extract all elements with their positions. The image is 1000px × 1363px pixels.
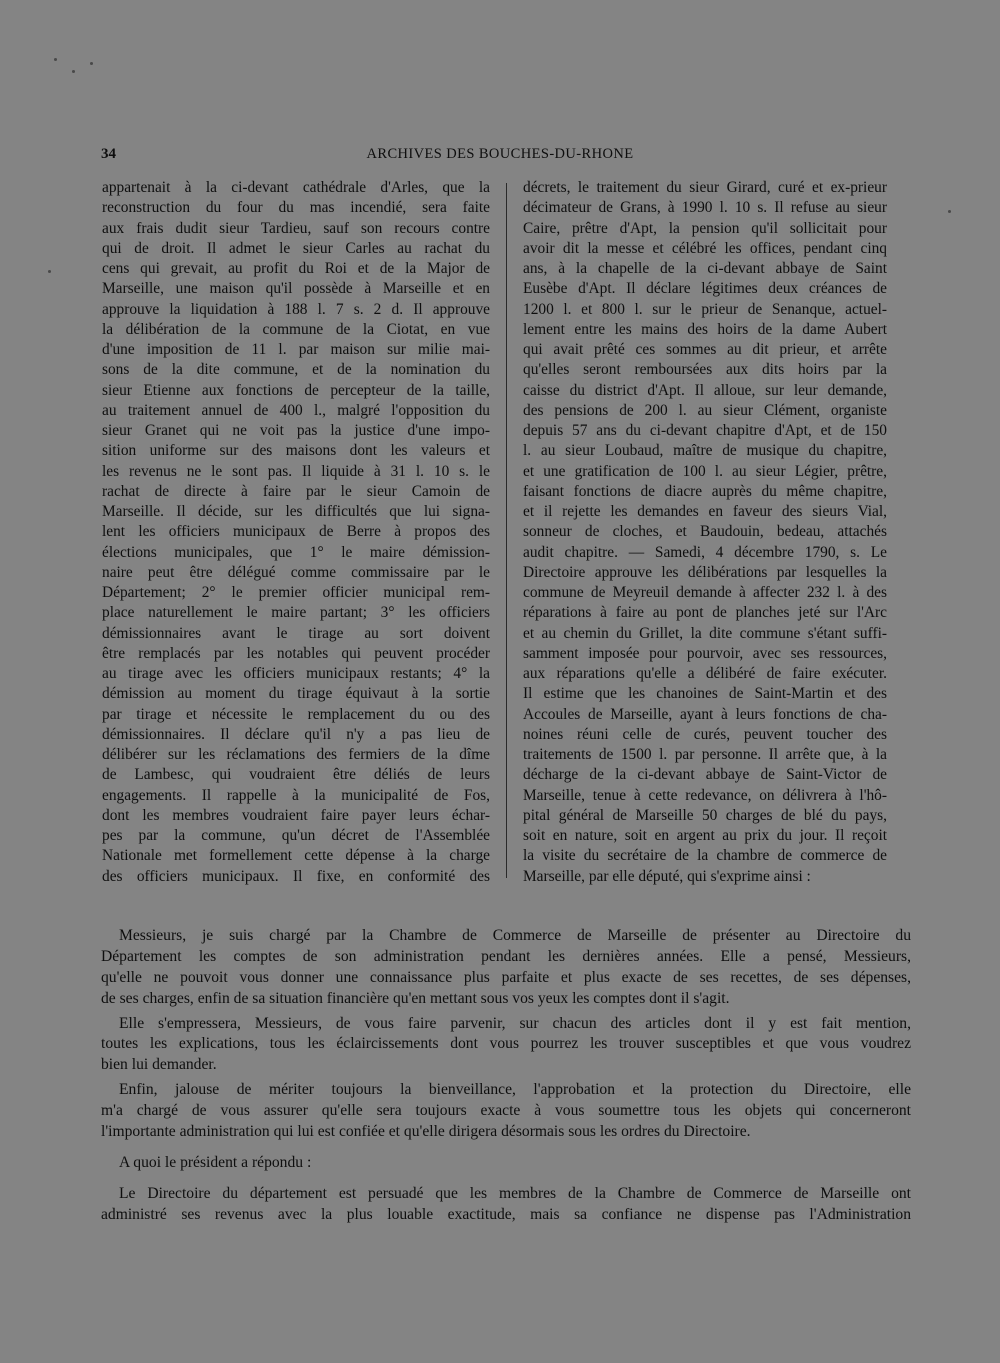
paragraph-gap <box>101 1174 911 1184</box>
right-column-line: avoir dit la messe et célébré les offices, pendant cinq <box>523 239 887 257</box>
right-column-line: décimateur de Grans, à 1990 l. 10 s. Il refuse au sieur <box>523 199 887 217</box>
reply-intro: A quoi le président a répondu : <box>119 1153 312 1171</box>
right-column-line: faisant fonctions de diacre auprès du même chapitre, <box>523 482 887 500</box>
left-column-line: lent les officiers municipaux de Berre à propos des <box>102 523 490 541</box>
right-column-line: Marseille, tenue à cette redevance, on délivrera à l'hô- <box>523 786 887 804</box>
left-column-line: démissionnaires avant le tirage au sort doivent <box>102 624 490 642</box>
right-column-line: aux réparations qu'elle a délibéré de faire exécuter. <box>523 665 887 682</box>
speech-line: administré ses revenus avec la plus louable exactitude, mais sa confiance ne dispense pas l'Administration <box>101 1205 911 1223</box>
scan-speckle <box>54 58 57 61</box>
right-column-line: et au chemin du Grillet, la dite commune s'étant suffi- <box>523 624 887 642</box>
scan-speckle <box>48 270 51 273</box>
left-column-line: Département; 2° le premier officier municipal rem- <box>102 584 490 601</box>
left-column-line: délibérer sur les réclamations des fermiers de la dîme <box>102 746 490 763</box>
speech-line: Département les comptes de son administration pendant les dernières années. Elle a pensé, Messieurs, <box>101 947 911 965</box>
right-column-line: l. au sieur Loubaud, maître de musique du chapitre, <box>523 442 887 460</box>
left-column-line: dont les membres voudraient faire payer leurs échar- <box>102 806 490 824</box>
left-column-line: les revenus ne le sont pas. Il liquide à 31 l. 10 s. le <box>102 462 490 480</box>
page-number: 34 <box>101 146 116 162</box>
column-divider <box>506 183 507 878</box>
right-column-line: la visite du secrétaire de la chambre de commerce de <box>523 847 887 865</box>
right-column-line: commune de Meyreuil demande à affecter 232 l. à des <box>523 584 887 601</box>
left-column-line: place naturellement le maire partant; 3° les officiers <box>102 604 490 622</box>
right-column-line: Directoire approuve les délibérations par lesquelles la <box>523 563 887 581</box>
left-column-line: appartenait à la ci-devant cathédrale d'Arles, que la <box>102 179 490 196</box>
left-column-line: des officiers municipaux. Il fixe, en conformité des <box>102 867 490 885</box>
right-column-line: Accoules de Marseille, ayant à leurs fonctions de cha- <box>523 705 887 723</box>
scan-speckle <box>90 62 93 65</box>
right-column-line: réparations à faire au pont de planches jeté sur l'Arc <box>523 604 887 622</box>
speech-line: Enfin, jalouse de mériter toujours la bienveillance, l'approbation et la protection du Directoire, elle <box>119 1081 911 1099</box>
right-column-line: Marseille, par elle député, qui s'exprime ainsi : <box>523 867 811 885</box>
speech-line: Elle s'empressera, Messieurs, de vous faire parvenir, sur chacun des articles dont il y est fait mention, <box>119 1014 911 1032</box>
right-column-line: décrets, le traitement du sieur Girard, curé et ex-prieur <box>523 179 887 196</box>
speech-line: bien lui demander. <box>101 1056 217 1074</box>
left-column-line: naire peut être délégué comme commissaire par le <box>102 563 490 581</box>
right-column-line: Il estime que les chanoines de Saint-Martin et des <box>523 685 887 703</box>
left-column-line: aux frais dudit sieur Tardieu, sauf son recours contre <box>102 219 490 237</box>
left-column-line: sieur Etienne aux fonctions de percepteur de la taille, <box>102 381 490 399</box>
right-column-line: Caire, prêtre d'Apt, la pension qu'il sollicitait pour <box>523 219 887 237</box>
left-column-line: Nationale met formellement cette dépense à la charge <box>102 847 490 865</box>
left-column-line: engagements. Il rappelle à la municipalité de Fos, <box>102 786 490 804</box>
left-column-line: sons de la dite commune, et de la nomination du <box>102 361 490 379</box>
speech-line: toutes les explications, tous les éclaircissements dont vous pourrez les trouver susceptibles et que vous voudrez <box>101 1035 911 1053</box>
speech-line: l'importante administration qui lui est confiée et qu'elle dirigera désormais sous les ordres du Directoire. <box>101 1123 751 1141</box>
paragraph-gap <box>101 1143 911 1153</box>
speech-line: qu'elle ne pouvoit vous donner une connaissance plus parfaite et plus exacte de ses recettes, de ses dépenses, <box>101 968 911 986</box>
speech-line: Le Directoire du département est persuadé que les membres de la Chambre de Commerce de Marseille ont <box>119 1184 911 1202</box>
right-column-line: décharge de la ci-devant abbaye de Saint-Victor de <box>523 766 887 784</box>
speech-line: de ses charges, enfin de sa situation financière qu'en mettant sous vos yeux les comptes dont il s'agit. <box>101 989 730 1007</box>
right-column-line: depuis 57 ans du ci-devant chapitre d'Apt, et de 150 <box>523 422 887 439</box>
left-column-line: par tirage et nécessite le remplacement du ou des <box>102 705 490 723</box>
speech-line: Messieurs, je suis chargé par la Chambre de Commerce de Marseille de présenter au Directoire du <box>119 927 911 944</box>
left-column-line: être remplacés par les notables qui peuvent procéder <box>102 644 490 662</box>
left-column-line: au traitement annuel de 400 l., malgré l'opposition du <box>102 401 490 419</box>
right-column <box>523 178 887 887</box>
left-column-line: démissionnaires. Il déclare qu'il n'y a pas lieu de <box>102 725 490 743</box>
left-column-line: Marseille. Il décide, sur les difficultés que lui signa- <box>102 503 490 520</box>
left-column-line: au tirage avec les officiers municipaux restants; 4° la <box>102 665 490 682</box>
right-column-line: ans, à la chapelle de la ci-devant abbaye de Saint <box>523 260 887 277</box>
left-column-line: élections municipales, que 1° le maire démission- <box>102 543 490 561</box>
left-column-line: sieur Granet qui ne voit pas la justice d'une impo- <box>102 422 490 439</box>
right-column-line: Eusèbe d'Apt. Il déclare légitimes deux créances de <box>523 280 887 298</box>
left-column-line: d'une imposition de 11 l. par maison sur milie mai- <box>102 341 490 358</box>
right-column-line: caisse du district d'Apt. Il alloue, sur leur demande, <box>523 381 887 399</box>
left-column-line: de Lambesc, qui voudraient être déliés de leurs <box>102 766 490 784</box>
left-column-line: cens qui grevait, au profit du Roi et de la Major de <box>102 260 490 277</box>
right-column-line: qu'elles seront remboursées aux dits hoirs par la <box>523 361 887 379</box>
right-column-line: sonneur de cloches, et Baudouin, bedeau, attachés <box>523 523 887 541</box>
left-column-line: rachat de directe à faire par le sieur Camoin de <box>102 482 490 500</box>
left-column-line: sition uniforme sur des maisons dont les valeurs et <box>102 442 490 460</box>
right-column-line: audit chapitre. — Samedi, 4 décembre 1790, s. Le <box>523 543 887 561</box>
left-column-line: approuve la liquidation à 188 l. 7 s. 2 d. Il approuve <box>102 300 490 318</box>
left-column-line: Marseille, une maison qu'il possède à Marseille et en <box>102 280 490 298</box>
left-column-line: reconstruction du four du mas incendié, sera faite <box>102 199 490 217</box>
right-column-line: soit en nature, soit en argent au prix du jour. Il reçoit <box>523 827 887 844</box>
right-column-line: des pensions de 200 l. au sieur Clément, organiste <box>523 401 887 419</box>
right-column-line: pital général de Marseille 50 charges de blé du pays, <box>523 806 887 824</box>
left-column <box>102 178 490 887</box>
right-column-line: et il rejette les demandes en faveur des sieurs Vial, <box>523 503 887 520</box>
right-column-line: traitements de 1500 l. par personne. Il arrête que, à la <box>523 746 887 763</box>
right-column-line: noines réuni celle de curés, peuvent toucher des <box>523 725 887 743</box>
right-column-line: samment imposée pour pourvoir, avec ses ressources, <box>523 644 887 662</box>
right-column-line: 1200 l. et 800 l. sur le prieur de Senanque, actuel- <box>523 300 887 318</box>
left-column-line: qui de droit. Il admet le sieur Carles au rachat du <box>102 239 490 257</box>
left-column-line: la délibération de la commune de la Ciotat, en vue <box>102 320 490 338</box>
scan-speckle <box>948 210 951 213</box>
right-column-line: et une gratification de 100 l. au sieur Légier, prêtre, <box>523 462 887 480</box>
right-column-line: qui avait prêté ces sommes au dit prieur, et arrête <box>523 341 887 358</box>
left-column-line: pes par la commune, qu'un décret de l'Assemblée <box>102 827 490 844</box>
speech-section <box>101 926 911 1226</box>
running-title: ARCHIVES DES BOUCHES-DU-RHONE <box>366 146 634 162</box>
speech-line: m'a chargé de vous assurer qu'elle sera toujours exacte à vous soumettre tous les objets qui concerneront <box>101 1102 911 1120</box>
right-column-line: lement entre les mains des hoirs de la dame Aubert <box>523 320 887 338</box>
scan-speckle <box>72 70 75 73</box>
left-column-line: démission au moment du tirage équivaut à la sortie <box>102 685 490 703</box>
